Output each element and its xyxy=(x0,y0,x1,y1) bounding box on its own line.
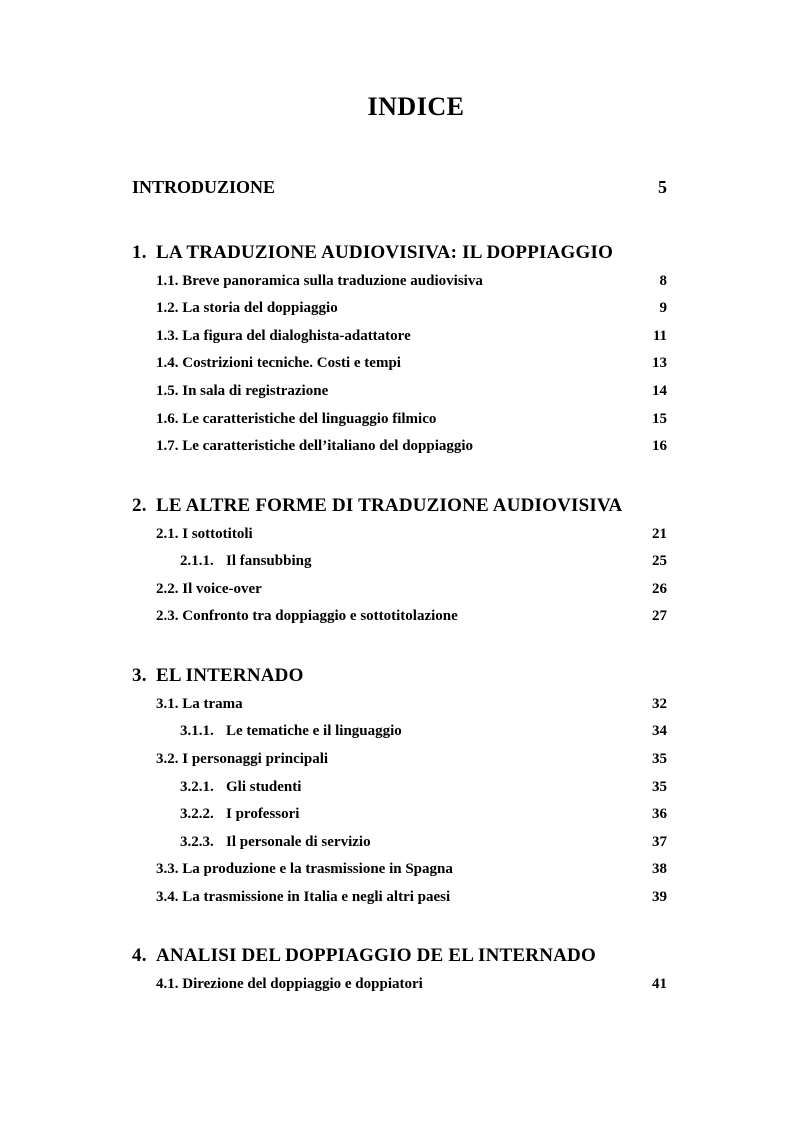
toc-entry-label: Il personale di servizio xyxy=(226,834,371,850)
toc-entry-label: 1.1. Breve panoramica sulla traduzione audiovisiva xyxy=(156,273,483,289)
toc-entry[interactable] xyxy=(0,438,794,462)
toc-entry[interactable] xyxy=(0,273,794,297)
toc-entry[interactable] xyxy=(0,328,794,352)
chapter-title: LE ALTRE FORME DI TRADUZIONE AUDIOVISIVA xyxy=(156,495,623,516)
chapter-title: EL INTERNADO xyxy=(156,665,304,686)
toc-entry-label: INTRODUZIONE xyxy=(132,177,276,197)
toc-page-number: 16 xyxy=(652,438,667,454)
toc-entry-label: Il fansubbing xyxy=(226,553,312,569)
toc-chapter-4[interactable] xyxy=(0,945,794,969)
toc-entry-label: 1.4. Costrizioni tecniche. Costi e tempi xyxy=(156,355,401,371)
chapter-number: 3. xyxy=(132,665,147,686)
toc-entry-label: 1.2. La storia del doppiaggio xyxy=(156,300,338,316)
toc-page-number: 9 xyxy=(659,300,667,316)
toc-entry-label: I professori xyxy=(226,806,300,822)
toc-entry[interactable] xyxy=(0,581,794,605)
toc-page-number: 13 xyxy=(652,355,667,371)
toc-entry-label: 2.1. I sottotitoli xyxy=(156,526,253,542)
toc-entry-introduction[interactable] xyxy=(0,177,794,201)
toc-subentry[interactable] xyxy=(0,723,794,747)
toc-page-number: 32 xyxy=(652,696,667,712)
toc-subentry[interactable] xyxy=(0,806,794,830)
chapter-title: ANALISI DEL DOPPIAGGIO DE EL INTERNADO xyxy=(156,945,596,966)
toc-entry[interactable] xyxy=(0,300,794,324)
toc-entry-label: Le tematiche e il linguaggio xyxy=(226,723,402,739)
toc-page-number: 41 xyxy=(652,976,667,992)
toc-entry-label: 1.7. Le caratteristiche dell’italiano del doppiaggio xyxy=(156,438,474,454)
toc-entry[interactable] xyxy=(0,976,794,1000)
toc-entry[interactable] xyxy=(0,889,794,913)
toc-entry[interactable] xyxy=(0,751,794,775)
toc-entry[interactable] xyxy=(0,608,794,632)
toc-page-number: 15 xyxy=(652,411,667,427)
toc-page-number: 8 xyxy=(659,273,667,289)
subsection-number: 3.2.2. xyxy=(180,806,214,822)
toc-entry-label: 2.2. Il voice-over xyxy=(156,581,262,597)
toc-entry[interactable] xyxy=(0,355,794,379)
toc-page-number: 11 xyxy=(652,328,667,344)
toc-subentry[interactable] xyxy=(0,553,794,577)
toc-chapter-3[interactable] xyxy=(0,665,794,689)
toc-entry-label: 1.5. In sala di registrazione xyxy=(156,383,329,399)
toc-entry-label: 1.6. Le caratteristiche del linguaggio filmico xyxy=(156,411,437,427)
toc-page-number: 38 xyxy=(652,861,667,877)
chapter-number: 4. xyxy=(132,945,147,966)
toc-entry[interactable] xyxy=(0,526,794,550)
toc-page-number: 14 xyxy=(652,383,667,399)
toc-page-number: 35 xyxy=(652,751,667,767)
toc-page-number: 34 xyxy=(652,723,667,739)
toc-subentry[interactable] xyxy=(0,834,794,858)
subsection-number: 3.2.1. xyxy=(180,779,214,795)
toc-entry-label: Gli studenti xyxy=(226,779,302,795)
toc-entry-label: 3.4. La trasmissione in Italia e negli altri paesi xyxy=(156,889,451,905)
toc-entry[interactable] xyxy=(0,696,794,720)
page-title: INDICE xyxy=(367,92,465,121)
toc-page-number: 37 xyxy=(652,834,667,850)
chapter-title: LA TRADUZIONE AUDIOVISIVA: IL DOPPIAGGIO xyxy=(156,242,614,263)
toc-entry-label: 4.1. Direzione del doppiaggio e doppiatori xyxy=(156,976,423,992)
subsection-number: 3.2.3. xyxy=(180,834,214,850)
toc-entry-label: 3.3. La produzione e la trasmissione in Spagna xyxy=(156,861,453,877)
toc-page-number: 21 xyxy=(652,526,667,542)
toc-subentry[interactable] xyxy=(0,779,794,803)
subsection-number: 3.1.1. xyxy=(180,723,214,739)
toc-chapter-2[interactable] xyxy=(0,495,794,519)
toc-page-number: 25 xyxy=(652,553,667,569)
chapter-number: 1. xyxy=(132,242,147,263)
toc-entry-label: 1.3. La figura del dialoghista-adattatore xyxy=(156,328,411,344)
toc-page-number: 27 xyxy=(652,608,667,624)
toc-entry-label: 3.1. La trama xyxy=(156,696,243,712)
toc-page-number: 26 xyxy=(652,581,667,597)
toc-page-number: 35 xyxy=(652,779,667,795)
toc-page-number: 5 xyxy=(658,177,667,197)
toc-entry[interactable] xyxy=(0,383,794,407)
toc-entry[interactable] xyxy=(0,861,794,885)
toc-chapter-1[interactable] xyxy=(0,242,794,266)
subsection-number: 2.1.1. xyxy=(180,553,214,569)
toc-entry[interactable] xyxy=(0,411,794,435)
toc-page-number: 39 xyxy=(652,889,667,905)
toc-entry-label: 2.3. Confronto tra doppiaggio e sottotitolazione xyxy=(156,608,458,624)
toc-page-number: 36 xyxy=(652,806,667,822)
toc-entry-label: 3.2. I personaggi principali xyxy=(156,751,329,767)
chapter-number: 2. xyxy=(132,495,147,516)
